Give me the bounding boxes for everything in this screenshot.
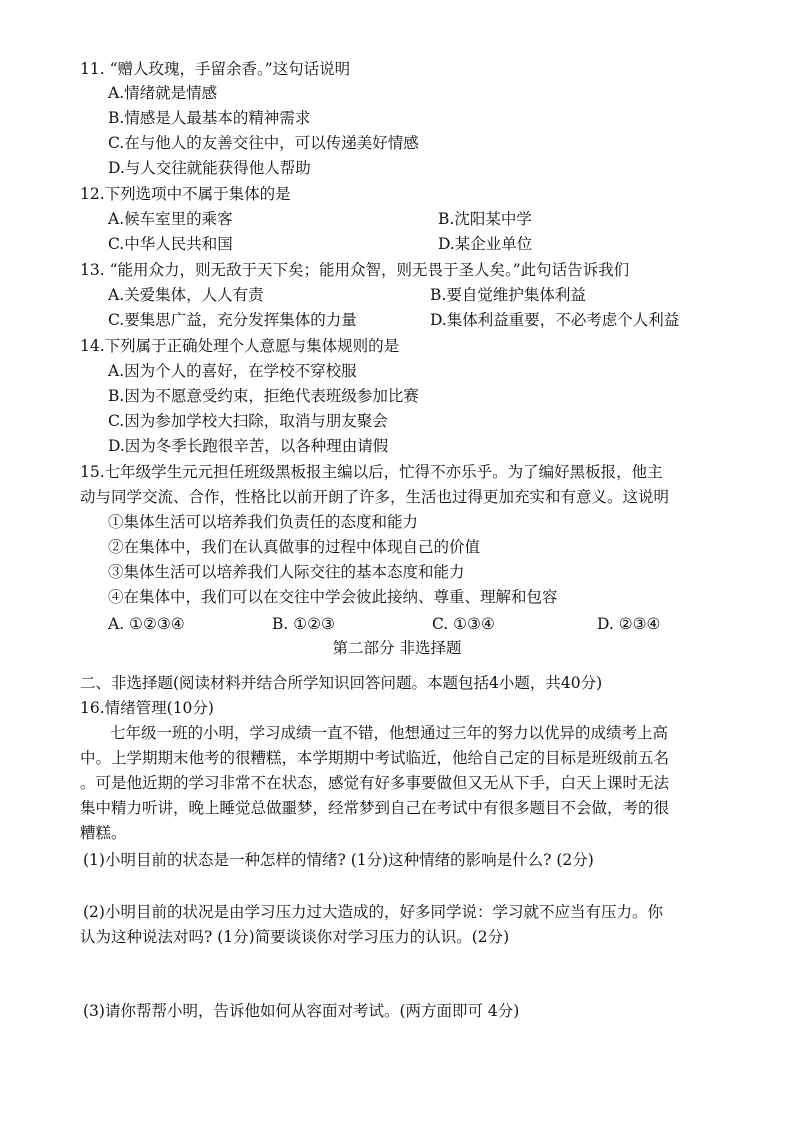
q16-sub-question-3: (3)请你帮帮小明，告诉他如何从容面对考试。(两方面即可 4分) [83,1002,520,1020]
part2-title: 第二部分 非选择题 [332,639,462,657]
q14-option-d: D.因为冬季长跑很辛苦，以各种理由请假 [108,437,389,455]
q12-option-a: A.候车室里的乘客 [108,210,233,228]
section2-heading: 二、非选择题(阅读材料并结合所学知识回答问题。本题包括4小题，共40分) [80,674,603,692]
q16-sub-question-2-line1: (2)小明目前的状况是由学习压力过大造成的，好多同学说：学习就不应当有压力。你 [83,903,663,921]
q13-option-a: A.关爱集体，人人有责 [108,286,264,304]
q15-option-b: B. ①②③ [272,615,335,633]
q14-option-c: C.因为参加学校大扫除，取消与朋友聚会 [108,412,388,430]
q13-option-d: D.集体利益重要，不必考虑个人利益 [430,311,680,329]
q15-stem-line1: 15.七年级学生元元担任班级黑板报主编以后，忙得不亦乐乎。为了编好黑板报，他主 [80,463,663,481]
q15-stem-line2: 动与同学交流、合作，性格比以前开朗了许多，生活也过得更加充实和有意义。这说明 [80,488,670,506]
q14-option-b: B.因为不愿意受约束，拒绝代表班级参加比赛 [108,387,419,405]
q15-statement-2: ②在集体中，我们在认真做事的过程中体现自己的价值 [108,538,481,556]
q16-paragraph-line: 糟糕。 [80,824,127,842]
q12-option-b: B.沈阳某中学 [438,210,532,228]
q11-stem: 11. “赠人玫瑰，手留余香。”这句话说明 [80,60,351,78]
q15-option-a: A. ①②③④ [108,615,185,633]
q13-stem: 13. “能用众力，则无敌于天下矣；能用众智，则无畏于圣人矣。”此句话告诉我们 [80,261,630,279]
q16-paragraph-line: 集中精力听讲，晚上睡觉总做噩梦，经常梦到自己在考试中有很多题目不会做，考的很 [80,799,670,817]
q15-option-c: C. ①③④ [432,615,495,633]
q14-stem: 14.下列属于正确处理个人意愿与集体规则的是 [80,337,400,355]
q12-option-d: D.某企业单位 [438,235,533,253]
q16-sub-question-2-line2: 认为这种说法对吗? (1分)简要谈谈你对学习压力的认识。(2分) [80,928,510,946]
q16-paragraph-line: 中。上学期期末他考的很糟糕，本学期期中考试临近，他给自己定的目标是班级前五名 [80,749,670,767]
q11-option-b: B.情感是人最基本的精神需求 [108,109,311,127]
q15-option-d: D. ②③④ [597,615,661,633]
q15-statement-1: ①集体生活可以培养我们负责任的态度和能力 [108,513,419,531]
q16-paragraph-line: 。可是他近期的学习非常不在状态，感觉有好多事要做但又无从下手，白天上课时无法 [80,774,670,792]
q12-stem: 12.下列选项中不属于集体的是 [80,185,291,203]
q15-statement-4: ④在集体中，我们可以在交往中学会彼此接纳、尊重、理解和包容 [108,588,558,606]
q13-option-b: B.要自觉维护集体利益 [430,286,586,304]
q13-option-c: C.要集思广益，充分发挥集体的力量 [108,311,357,329]
q12-option-c: C.中华人民共和国 [108,235,233,253]
q15-statement-3: ③集体生活可以培养我们人际交往的基本态度和能力 [108,563,465,581]
q11-option-a: A.情绪就是情感 [108,84,218,102]
q16-paragraph-line: 七年级一班的小明，学习成绩一直不错，他想通过三年的努力以优异的成绩考上高 [110,724,669,742]
q11-option-d: D.与人交往就能获得他人帮助 [108,159,311,177]
q11-option-c: C.在与他人的友善交往中，可以传递美好情感 [108,134,419,152]
q14-option-a: A.因为个人的喜好，在学校不穿校服 [108,362,357,380]
q16-sub-question-1: (1)小明目前的状态是一种怎样的情绪? (1分)这种情绪的影响是什么? (2分) [83,851,594,869]
q16-title: 16.情绪管理(10分) [80,699,214,717]
